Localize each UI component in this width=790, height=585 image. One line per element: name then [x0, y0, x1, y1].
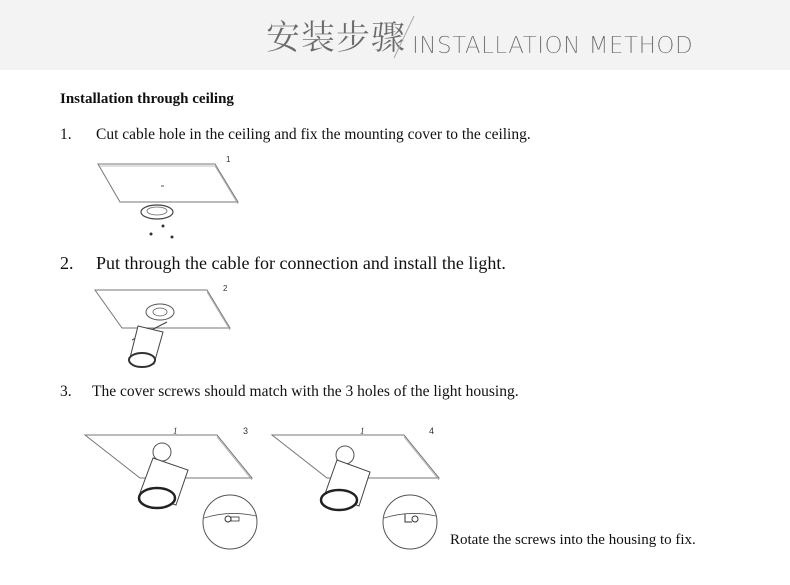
step-number: 1.	[60, 126, 72, 143]
figure-2-light-installed	[92, 282, 242, 374]
step-text: Cut cable hole in the ceiling and fix the mounting cover to the ceiling.	[96, 126, 531, 143]
figure-3-screw-aligned	[80, 420, 260, 555]
svg-text:4: 4	[429, 426, 435, 436]
svg-text:2: 2	[223, 284, 228, 293]
step-text: The cover screws should match with the 3 holes of the light housing.	[92, 383, 519, 400]
svg-text:1: 1	[173, 426, 178, 436]
step-2	[60, 253, 506, 274]
svg-text:3: 3	[243, 426, 249, 436]
step-1	[60, 126, 531, 144]
step-text: Put through the cable for connection and install the light.	[96, 253, 506, 273]
rotate-screws-note: Rotate the screws into the housing to fix.	[450, 532, 696, 548]
svg-text:1: 1	[226, 155, 231, 164]
title-english: INSTALLATION METHOD	[412, 33, 694, 59]
step-number: 3.	[60, 383, 72, 400]
page-header	[0, 0, 790, 70]
title-chinese: 安装步骤	[266, 18, 406, 58]
figure-4-screw-rotated	[267, 420, 447, 555]
svg-text:1: 1	[360, 426, 365, 436]
step-number: 2.	[60, 253, 74, 273]
figure-1-mounting-cover	[95, 152, 245, 244]
step-3	[60, 383, 519, 401]
section-title: Installation through ceiling	[60, 91, 234, 107]
